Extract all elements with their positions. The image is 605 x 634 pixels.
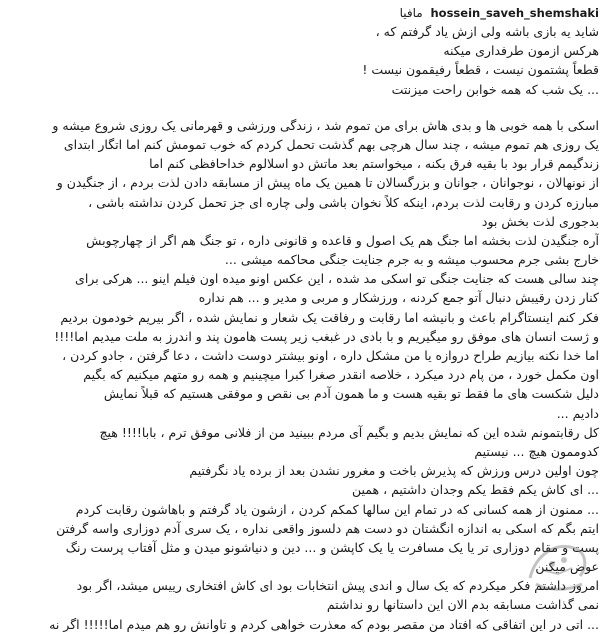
caption-line: پست و مقام دوزاری تر یا یک مسافرت یا یک کاپشن و ... دین و دنیاشونو میدن و مثل آفتاب پرست رنگ [65,539,599,555]
caption-line: دادیم ... [556,405,599,421]
username[interactable]: hossein_saveh_shemshaki [430,6,599,20]
caption-line: اون مکمل خورد ، من پام درد میکرد ، خلاصه انقدر صغرا کبرا میچینیم و همه رو متهم میکنیم که بگیم [83,367,599,383]
caption-line: نمی گذاشت مسابقه بدم الان این داستانها رو نداشتم [326,597,599,613]
caption-line: عوض میکنن [535,559,599,575]
paragraph-7 [6,576,599,634]
caption-line: اما خدا نکنه بیازیم طراح دروازه یا من مشکل داره ، اونو بیشتر دوست داشت ، دعا گرفتن ، جادو کردن ، [62,348,599,363]
paragraph-5 [6,461,599,499]
paragraph-2 [6,231,599,308]
paragraph-3 [6,308,599,423]
caption-line: اسکی با همه خوبی ها و بدی هاش برای من تموم شد ، زندگی ورزشی و قهرمانی یک روزی شروع میشه و [52,117,599,133]
caption-line: کل رقابتمونم شده این که نمایش بدیم و بگیم آی مردم ببینید من از فلانی موفق ترم ، بابا!!!! هیچ [99,424,599,440]
caption-post [6,4,599,632]
caption-line: یک روزی هم تموم میشه ، چند سال هرچی بهم گذشت تحمل کردم که خوب تمومش کنم اما اتگار ابتدای [63,136,599,152]
caption-line: کنار زدن رقیبش دنبال آتو جمع کردنه ، ورزشکار و مربی و مدیر و ... هم نداره [198,290,599,306]
caption-line: چون اولین درس ورزش که پذیرش باخت و مغرور نشدن بعد از برده یاد نگرفتیم [189,463,599,479]
caption-line: از نونهالان ، نوجوانان ، جوانان و بزرگسالان تا همین یک ماه پیش از مسابقه دادن لذت بردم ، از جنگیدن و [56,175,599,191]
caption-line: شاید یه بازی باشه ولی ازش یاد گرفتم که ، [375,24,599,39]
caption-line: فکر کنم اینستاگرام باعث و بانیشه اما رقابت و رفاقت یک شعار و نمایش شده ، اگر بیریم خودمون بردیم [60,309,599,325]
caption-line: دلیل شکست های ما فقط تو بقیه هست و ما همون آدم بی نقص و موفقی هستیم که قبلاً نمایش [103,386,599,402]
caption-line: امروز داشتم فکر میکردم که یک سال و اندی پیش انتخابات بود ای کاش افتخاری رییس میشد، اگر بود [76,578,599,594]
caption-line: چند سالی هست که جنایت جنگی تو اسکی مد شده ، این عکس اونو میده اون فیلم اینو ... هرکی برای [75,271,599,287]
caption-line: کدوممون هیچ ... نیستیم [474,443,599,459]
watermark-logo-icon [522,534,594,600]
caption-line: قطعاً پشتمون نیست ، قطعاً رفیقمون نیست ! [362,62,599,78]
caption-line: مبارزه کردن و رقابت لذت بردم، اینکه کلاً نخوان باشی ولی چاره ای جز تحمل کردن نداشته باشی ، [88,194,599,210]
post-tag: مافیا [399,6,423,20]
caption-line: زندگیمم قرار بود با بقیه فرق بکنه ، میخواستم بعد ماتش دو اسلالوم خداحافظی کنم اما [149,156,599,172]
caption-line: ... ای کاش یکم فقط یکم وجدان داشتیم ، همین [351,482,599,498]
caption-line: خارج بشی جرم محسوب میشه و به جرم جنایت جنگی محاکمه میشی ... [224,252,599,268]
caption-line: ... اتی در این اتفاقی که افتاد من مقصر بودم که معذرت خواهی کردم و تاوانش رو هم میدم اما!!!!! اگر نه [49,616,599,632]
caption-line: ایتم بگم که اسکی به اندازه انگشتان دو دست هم دلسوز واقعی نداره ، یک سری آدم دوزاری واسه گرفتن [56,520,599,536]
paragraph-6 [6,500,599,577]
caption-line: بدجوری لذت بخش بود [481,213,599,229]
paragraph-1 [6,116,599,231]
post-header [6,4,599,22]
caption-line: و ژست انسان های موفق رو میگیریم و با بادی در غبغب زیر پست هامون پند و اندرز به ملت میدیم اما!!!! [54,328,599,344]
caption-line: ... یک شب که همه خوابن راحت میزنتت [391,81,599,97]
caption-line: ... ممنون از همه کسانی که در تمام این سالها کمکم کردن ، ازشون یاد گرفتم و باهاشون رقابت کردم [75,501,599,517]
intro-block [6,22,599,99]
caption-line: آره جنگیدن لذت بخشه اما جنگ هم یک اصول و قاعده و قانونی داره ، تو جنگ هم اگر از چهارچوبش [86,232,599,248]
caption-line: هرکس ازمون طرفداری میکنه [443,43,599,59]
paragraph-4 [6,423,599,461]
